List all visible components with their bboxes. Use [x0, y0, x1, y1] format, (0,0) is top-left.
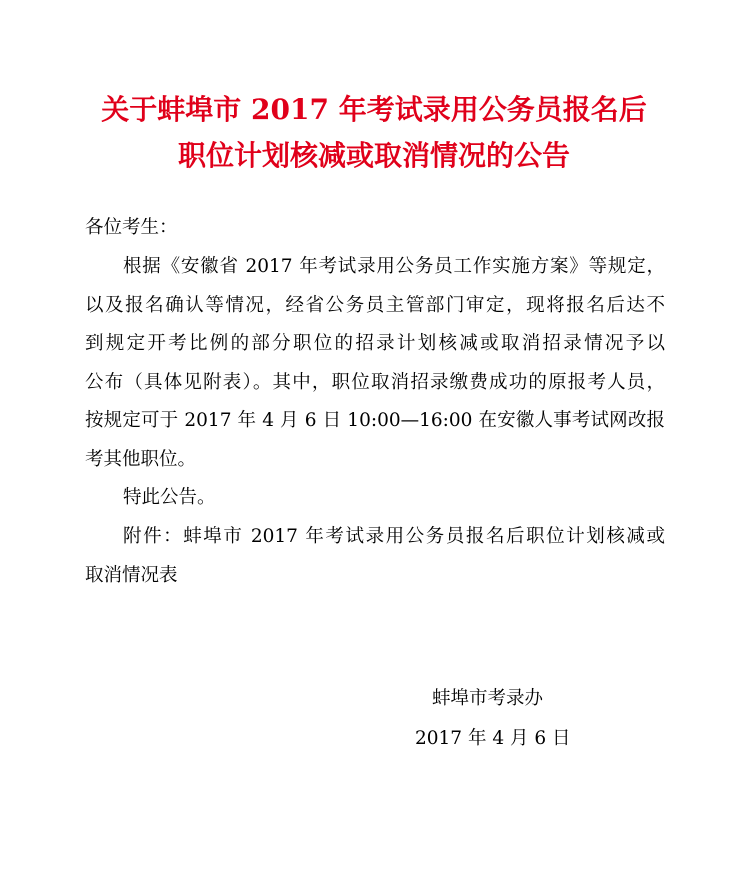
signature-date: 2017 年 4 月 6 日 — [415, 728, 571, 749]
main-paragraph-line: 按规定可于 2017 年 4 月 6 日 10:00—16:00 在安徽人事考试网改报 — [85, 410, 665, 431]
signature-organization: 蚌埠市考录办 — [432, 688, 544, 709]
main-paragraph-line: 到规定开考比例的部分职位的招录计划核减或取消招录情况予以 — [85, 333, 665, 354]
document-title-line-1: 关于蚌埠市 2017 年考试录用公务员报名后 — [101, 93, 647, 126]
main-paragraph-line: 根据《安徽省 2017 年考试录用公务员工作实施方案》等规定， — [123, 256, 665, 277]
main-paragraph — [85, 248, 665, 479]
attachment-paragraph — [85, 518, 665, 595]
main-paragraph-line: 公布（具体见附表）。其中，职位取消招录缴费成功的原报考人员， — [85, 371, 665, 393]
notice-paragraph — [85, 479, 665, 518]
attachment-line: 取消情况表 — [85, 564, 178, 586]
main-paragraph-line: 考其他职位。 — [85, 448, 197, 470]
attachment-line: 附件：蚌埠市 2017 年考试录用公务员报名后职位计划核减或 — [123, 526, 665, 547]
main-paragraph-line: 以及报名确认等情况，经省公务员主管部门审定，现将报名后达不 — [85, 294, 665, 316]
notice-text: 特此公告。 — [123, 487, 216, 508]
document-title-line-2: 职位计划核减或取消情况的公告 — [177, 139, 570, 172]
salutation: 各位考生： — [85, 217, 178, 238]
